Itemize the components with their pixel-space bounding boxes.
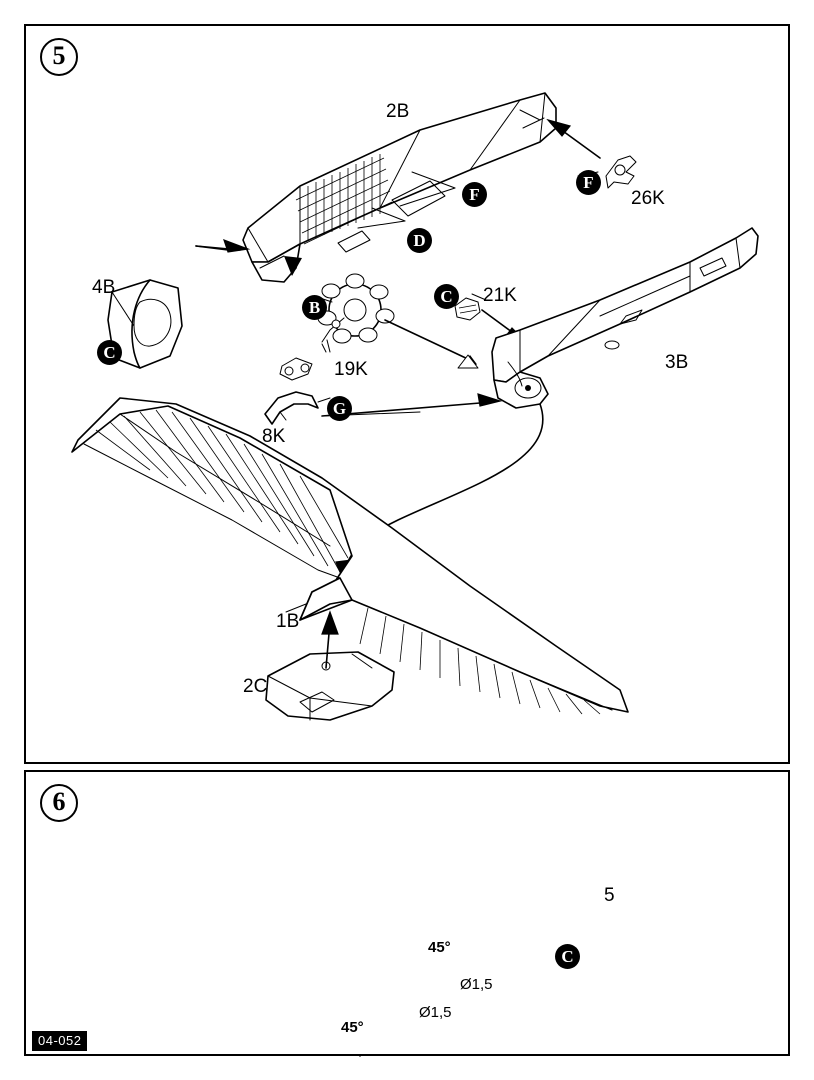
part-label-21K: 21K: [483, 285, 517, 306]
part-label-2B: 2B: [386, 101, 410, 122]
marker-bullet-F-1: F: [462, 182, 487, 207]
part-8K-shape: [265, 392, 318, 424]
drill-diameter-label-2: Ø1,5: [419, 1004, 452, 1021]
step-reference-5: 5: [604, 885, 615, 906]
angle-label-45-1: 45°: [428, 939, 451, 956]
sheet-part-code: 04-052: [32, 1031, 87, 1051]
part-26K-shape: [606, 156, 636, 188]
marker-bullet-D: D: [407, 228, 432, 253]
angle-label-45-2: 45°: [341, 1019, 364, 1036]
step-5-number: 5: [40, 38, 78, 76]
part-label-1B: 1B: [276, 611, 300, 632]
part-2C-shape: [266, 652, 394, 720]
marker-bullet-G: G: [327, 396, 352, 421]
part-label-3B: 3B: [665, 352, 689, 373]
part-label-4B: 4B: [92, 277, 116, 298]
part-21K-shape: [455, 298, 480, 320]
part-label-19K: 19K: [334, 359, 368, 380]
part-label-26K: 26K: [631, 188, 665, 209]
marker-bullet-C-3: C: [555, 944, 580, 969]
part-19K-engine-shape: [318, 274, 394, 352]
part-3B-shape: [492, 228, 758, 408]
drill-diameter-label-1: Ø1,5: [460, 976, 493, 993]
step-6-badge: [40, 784, 78, 822]
part-label-2C: 2C: [243, 676, 268, 697]
marker-bullet-B: B: [302, 295, 327, 320]
marker-bullet-C-1: C: [434, 284, 459, 309]
marker-bullet-F-2: F: [576, 170, 601, 195]
step-6-number: 6: [40, 784, 78, 822]
marker-bullet-C-2: C: [97, 340, 122, 365]
step-6-panel: [24, 770, 790, 1056]
part-label-8K: 8K: [262, 426, 286, 447]
part-19K-link-shape: [280, 358, 312, 380]
